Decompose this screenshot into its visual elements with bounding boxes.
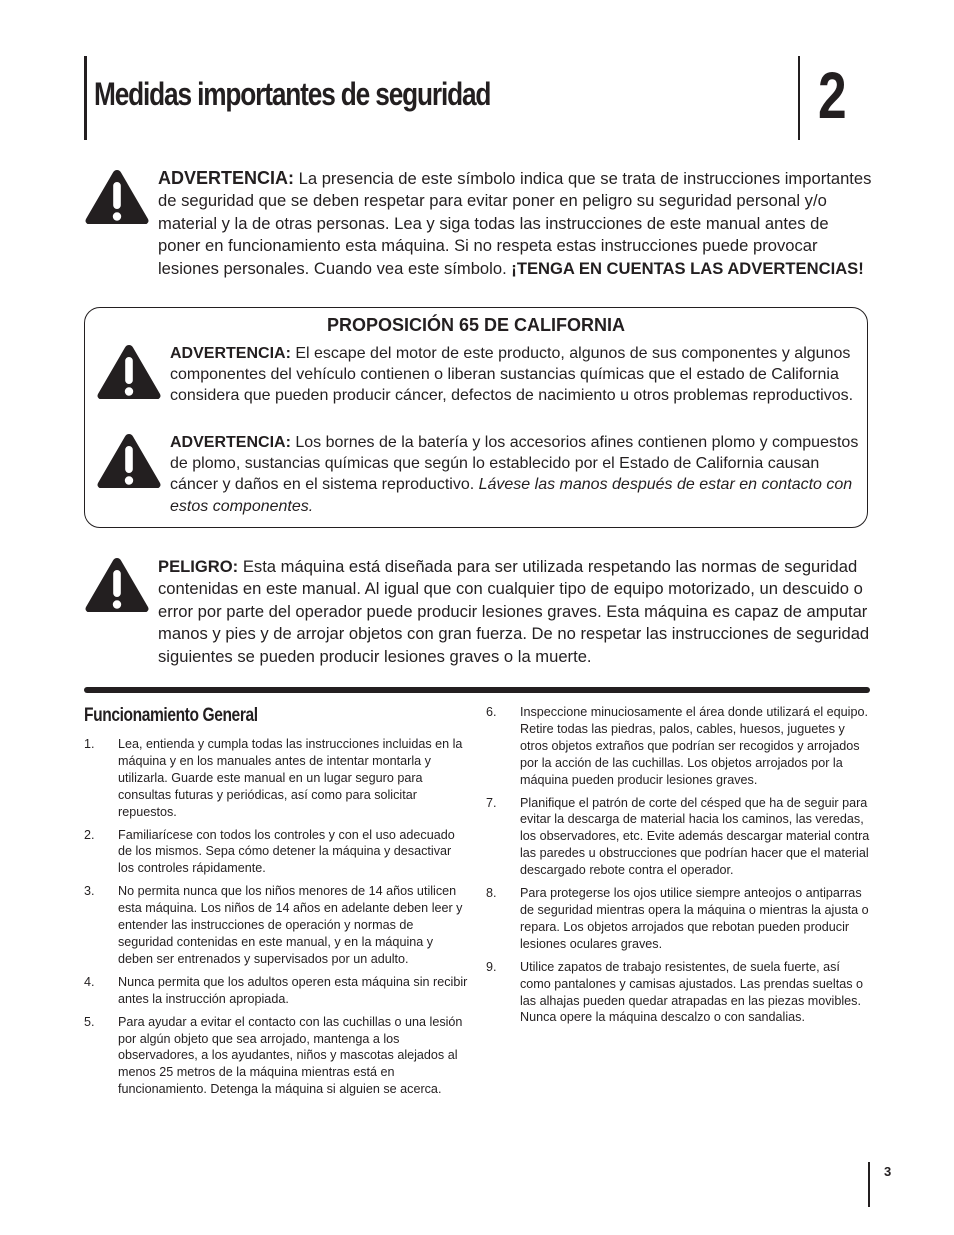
item-number: 9. [486,959,497,974]
page-title: Medidas importantes de seguridad [94,76,491,112]
danger-label: PELIGRO: [158,557,239,576]
item-text: Lea, entienda y cumpla todas las instrucciones incluidas en la máquina y en los manuales antes de intentar montarla y utilizarla. Guarde este manual en un lugar seguro para consultas futuras y periódicas, así como para solicitar repuestos. [118,737,463,819]
item-text: Inspeccione minuciosamente el área donde utilizará el equipo. Retire todas las piedras, palos, cables, huesos, juguetes y otros objetos extraños que podrían ser recogidos y arrojados por la acción de las cuchillas. Los objetos arrojados por la máquina pueden producir lesiones graves. [520,705,868,787]
item-number: 4. [84,974,95,989]
warning-triangle-icon [84,168,150,226]
general-warning-body: La presencia de este símbolo indica que se trata de instrucciones importantes de seguridad que se deben respetar para evitar poner en peligro su seguridad personal y/o material y la de otras personas. Lea y siga todas las instrucciones de este manual antes de poner en funcionamiento esta máquina. Si no respeta estas instrucciones puede provocar lesiones personales. Cuando vea este símbolo. [158,169,872,278]
list-item [486,704,870,789]
prop65-warning-2-label: ADVERTENCIA: [170,434,291,451]
section-title: Funcionamiento General [84,705,258,726]
item-number: 8. [486,886,497,901]
list-item [84,1014,468,1099]
item-number: 1. [84,737,95,751]
item-text: Planifique el patrón de corte del césped que ha de seguir para evitar la descarga de material hacia los caminos, las veredas, los observadores, etc. Evite además descargar material contra las paredes u obstrucciones que podrían hacer que el material descargado rebote contra el operador. [520,795,870,878]
danger-body: Esta máquina está diseñada para ser utilizada respetando las normas de seguridad contenidas en este manual. Al igual que con cualquier tipo de equipo motorizado, un descuido o error por parte del operador puede producir lesiones graves. Esta máquina es capaz de amputar manos y pies y de arrojar objetos con gran fuerza. De no respetar las instrucciones de seguridad siguientes se pueden producir lesiones graves o la muerte. [158,557,870,666]
prop65-warning-1-label: ADVERTENCIA: [170,345,291,362]
warning-triangle-icon [84,556,150,614]
list-item [486,885,870,953]
chapter-number: 2 [818,58,847,132]
safety-list-right [486,704,870,1026]
prop65-warning-1-text: El escape del motor de este producto, algunos de sus componentes y algunos componentes del vehículo contienen o liberan sustancias químicas que el estado de California considera que pueden producir cáncer, defectos de nacimiento u otros problemas reproductivos. [170,345,854,405]
prop65-warning-2 [170,432,860,517]
general-warning-text [158,167,874,280]
list-item [486,795,870,880]
section-divider [84,687,870,693]
danger-text [158,556,874,668]
item-text: Para protegerse los ojos utilice siempre anteojos o antiparras de seguridad mientras opera la máquina o mientras la ajusta o repara. Los objetos arrojados que rebotan pueden producir lesiones oculares graves. [520,886,869,951]
list-item [84,974,468,1008]
item-number: 3. [84,884,95,899]
prop65-warning-2-text: Los bornes de la batería y los accesorios afines contienen plomo y compuestos de plomo, sustancias químicas que según lo establecido por el Estado de California causan cáncer y daños en el sistema reproductivo. [170,434,859,494]
list-item [84,883,468,968]
item-text: Familiarícese con todos los controles y con el uso adecuado de los mismos. Sepa cómo detener la máquina y desactivar los controles rápidamente. [118,827,455,876]
warning-triangle-icon [96,343,162,401]
page-number-rule [868,1162,870,1207]
title-rule [84,56,87,140]
item-number: 5. [84,1014,95,1029]
prop65-title: PROPOSICIÓN 65 DE CALIFORNIA [326,315,626,335]
list-item [84,827,468,878]
item-text: No permita nunca que los niños menores de 14 años utilicen esta máquina. Los niños de 14 años en adelante deben leer y entender las instrucciones de operación y normas de seguridad contenidas en este manual, y en la máquina y deben ser entrenados y supervisados por un adulto. [118,884,463,966]
warning-triangle-icon [96,432,162,490]
item-text: Para ayudar a evitar el contacto con las cuchillas o una lesión por algún objeto que sea arrojado, mantenga a los observadores, a los ayudantes, niños y mascotas alejados al menos 25 metros de la máquina mientras está en funcionamiento. Detenga la máquina si alguien se acerca. [118,1014,463,1097]
prop65-warning-1 [170,343,860,407]
item-text: Utilice zapatos de trabajo resistentes, de suela fuerte, así como pantalones y camisas ajustados. Las prendas sueltas o las alhajas pueden quedar atrapadas en las piezas movibles. Nunca opere la máquina descalzo o con sandalias. [520,959,864,1025]
item-number: 6. [486,705,497,719]
item-number: 2. [84,827,95,842]
list-item [486,959,870,1027]
item-text: Nunca permita que los adultos operen esta máquina sin recibir antes la instrucción apropiada. [118,974,468,1006]
safety-list-left [84,736,468,1098]
chapter-rule [798,56,800,140]
general-warning-emphasis: ¡TENGA EN CUENTAS LAS ADVERTENCIAS! [511,258,864,278]
list-item [84,736,468,821]
item-number: 7. [486,795,497,810]
prop65-warning-2-italic: Lávese las manos después de estar en contacto con estos componentes. [170,476,853,515]
general-warning-label: ADVERTENCIA: [158,168,295,188]
page-number: 3 [884,1164,892,1179]
